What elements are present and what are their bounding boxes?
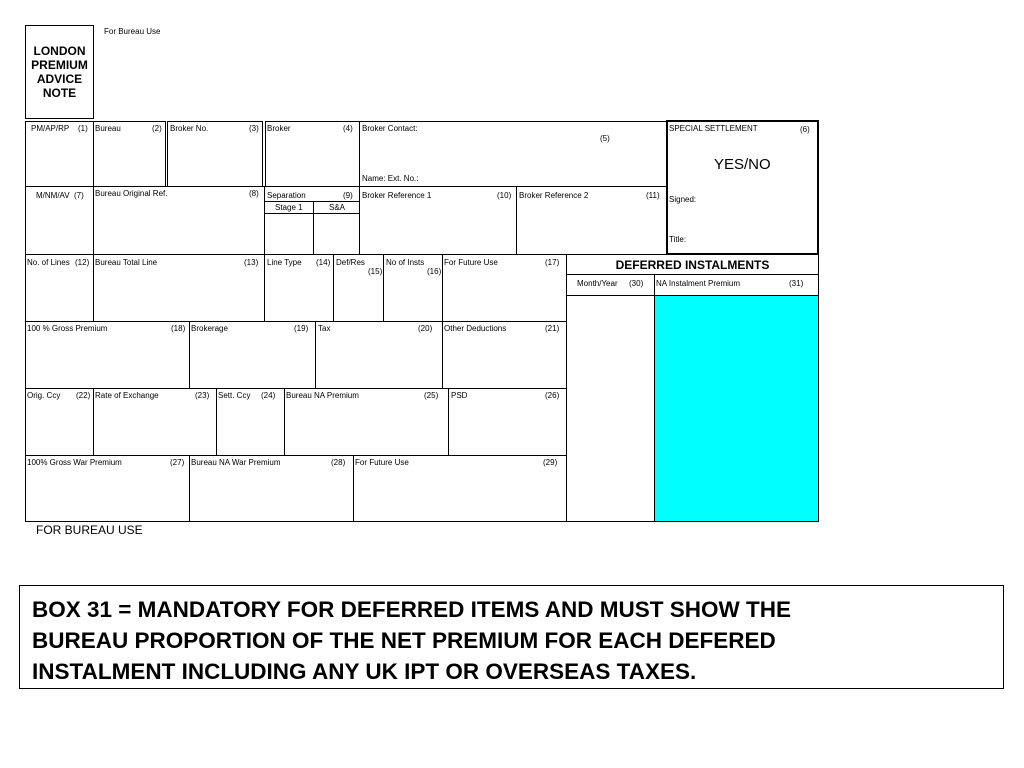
divider	[265, 201, 359, 202]
field-label: Broker Reference 2	[519, 191, 589, 200]
divider	[265, 213, 359, 214]
field-label: For Future Use	[444, 258, 498, 267]
divider	[567, 274, 818, 275]
field-label: No of Insts	[386, 258, 425, 267]
field-number: (2)	[152, 124, 162, 133]
field-label: No. of Lines	[27, 258, 70, 267]
field-label: Tax	[318, 324, 331, 333]
note-line: INSTALMENT INCLUDING ANY UK IPT OR OVERSEAS TAXES.	[32, 659, 697, 684]
field-orig-ccy[interactable]	[25, 388, 94, 456]
field-number: (18)	[171, 324, 186, 333]
field-label: Bureau	[95, 124, 121, 133]
field-m-nm-av[interactable]	[25, 186, 94, 255]
field-number: (12)	[75, 258, 90, 267]
stage-1-label: Stage 1	[275, 203, 303, 212]
bureau-use-label-top: For Bureau Use	[104, 27, 161, 36]
field-label: Separation	[267, 191, 306, 200]
field-number: (25)	[424, 391, 439, 400]
yes-no-choice[interactable]: YES/NO	[714, 156, 771, 173]
deferred-instalments-title: DEFERRED INSTALMENTS	[615, 258, 770, 272]
field-number: (30)	[629, 279, 644, 288]
field-number: (14)	[316, 258, 331, 267]
field-number: (10)	[497, 191, 512, 200]
field-bureau-na-war-premium[interactable]	[189, 455, 354, 522]
mandatory-note-box	[19, 585, 1004, 689]
field-brokerage[interactable]	[189, 321, 316, 389]
field-bureau[interactable]	[93, 121, 166, 187]
field-no-of-insts[interactable]	[383, 254, 443, 322]
field-label: Broker Contact:	[362, 124, 418, 133]
na-instalment-premium-entry-column[interactable]	[655, 296, 818, 521]
field-label: PM/AP/RP	[31, 124, 70, 133]
field-label: Line Type	[267, 258, 302, 267]
field-label: Bureau Total Line	[95, 258, 158, 267]
field-bureau-na-premium[interactable]	[284, 388, 449, 456]
field-number: (19)	[294, 324, 309, 333]
note-line: BUREAU PROPORTION OF THE NET PREMIUM FOR EACH DEFERED	[32, 628, 776, 653]
field-number: (13)	[244, 258, 259, 267]
field-number: (7)	[74, 191, 84, 200]
field-label: Broker No.	[170, 124, 209, 133]
title-line: LONDON	[33, 44, 86, 58]
field-separation[interactable]	[264, 186, 360, 255]
field-label: Other Deductions	[444, 324, 507, 333]
field-label: Bureau Original Ref.	[95, 189, 168, 198]
field-other-deductions[interactable]	[442, 321, 567, 389]
field-def-res[interactable]	[333, 254, 384, 322]
field-label: Broker Reference 1	[362, 191, 432, 200]
field-label: For Future Use	[355, 458, 409, 467]
field-for-future-use-17[interactable]	[442, 254, 567, 322]
title-box	[25, 25, 94, 119]
field-bureau-original-ref[interactable]	[93, 186, 265, 255]
field-number: (16)	[427, 267, 442, 276]
bureau-use-label-bottom: FOR BUREAU USE	[36, 523, 143, 537]
field-number: (28)	[331, 458, 346, 467]
field-label: Def/Res	[336, 258, 365, 267]
field-number: (15)	[368, 267, 383, 276]
field-for-future-use-29[interactable]	[353, 455, 567, 522]
field-rate-of-exchange[interactable]	[93, 388, 217, 456]
field-broker[interactable]	[265, 121, 360, 187]
field-label: SPECIAL SETTLEMENT	[669, 124, 758, 133]
field-label: Bureau NA War Premium	[191, 458, 281, 467]
field-pm-ap-rp[interactable]	[25, 121, 94, 187]
title-line: ADVICE	[36, 72, 83, 86]
field-psd[interactable]	[448, 388, 567, 456]
title-line: PREMIUM	[31, 58, 88, 72]
field-broker-reference-2[interactable]	[516, 186, 667, 255]
field-label: Sett. Ccy	[218, 391, 251, 400]
contact-name-ext: Name: Ext. No.:	[362, 174, 419, 183]
field-broker-no[interactable]	[167, 121, 263, 187]
field-number: (4)	[343, 124, 353, 133]
field-label: Bureau NA Premium	[286, 391, 359, 400]
field-broker-contact[interactable]	[359, 121, 667, 187]
field-number: (6)	[800, 125, 810, 134]
s-and-a-label: S&A	[329, 203, 346, 212]
signed-label: Signed:	[669, 195, 697, 204]
field-tax[interactable]	[315, 321, 443, 389]
field-sett-ccy[interactable]	[216, 388, 285, 456]
field-number: (24)	[261, 391, 276, 400]
field-label: 100 % Gross Premium	[27, 324, 108, 333]
field-number: (8)	[249, 189, 259, 198]
field-label: M/NM/AV	[36, 191, 70, 200]
field-broker-reference-1[interactable]	[359, 186, 517, 255]
mandatory-note-text	[32, 594, 791, 687]
field-number: (29)	[543, 458, 558, 467]
field-label: PSD	[451, 391, 468, 400]
field-number: (5)	[600, 134, 610, 143]
month-year-label: Month/Year	[577, 279, 618, 288]
field-no-of-lines[interactable]	[25, 254, 94, 322]
field-special-settlement[interactable]	[666, 120, 819, 255]
document-title	[26, 44, 93, 100]
field-label: 100% Gross War Premium	[27, 458, 122, 467]
field-number: (3)	[249, 124, 259, 133]
field-line-type[interactable]	[264, 254, 334, 322]
divider	[313, 201, 314, 254]
field-number: (31)	[789, 279, 804, 288]
deferred-instalments-panel	[566, 254, 819, 522]
field-label: Broker	[267, 124, 291, 133]
note-line: BOX 31 = MANDATORY FOR DEFERRED ITEMS AND MUST SHOW THE	[32, 597, 792, 622]
field-number: (21)	[545, 324, 560, 333]
field-gross-war-premium[interactable]	[25, 455, 190, 522]
field-bureau-total-line[interactable]	[93, 254, 265, 322]
field-number: (20)	[418, 324, 433, 333]
field-number: (27)	[170, 458, 185, 467]
field-gross-premium[interactable]	[25, 321, 190, 389]
field-label: Rate of Exchange	[95, 391, 159, 400]
field-number: (26)	[545, 391, 560, 400]
na-instalment-premium-label: NA Instalment Premium	[656, 279, 741, 288]
title-label: Title:	[669, 235, 687, 244]
field-number: (11)	[646, 191, 660, 200]
month-year-entry-column[interactable]	[568, 296, 654, 521]
field-number: (23)	[195, 391, 210, 400]
field-number: (1)	[78, 124, 88, 133]
field-number: (22)	[76, 391, 91, 400]
field-label: Brokerage	[191, 324, 228, 333]
field-label: Orig. Ccy	[27, 391, 61, 400]
field-number: (17)	[545, 258, 560, 267]
title-line: NOTE	[42, 86, 77, 100]
field-number: (9)	[343, 191, 353, 200]
